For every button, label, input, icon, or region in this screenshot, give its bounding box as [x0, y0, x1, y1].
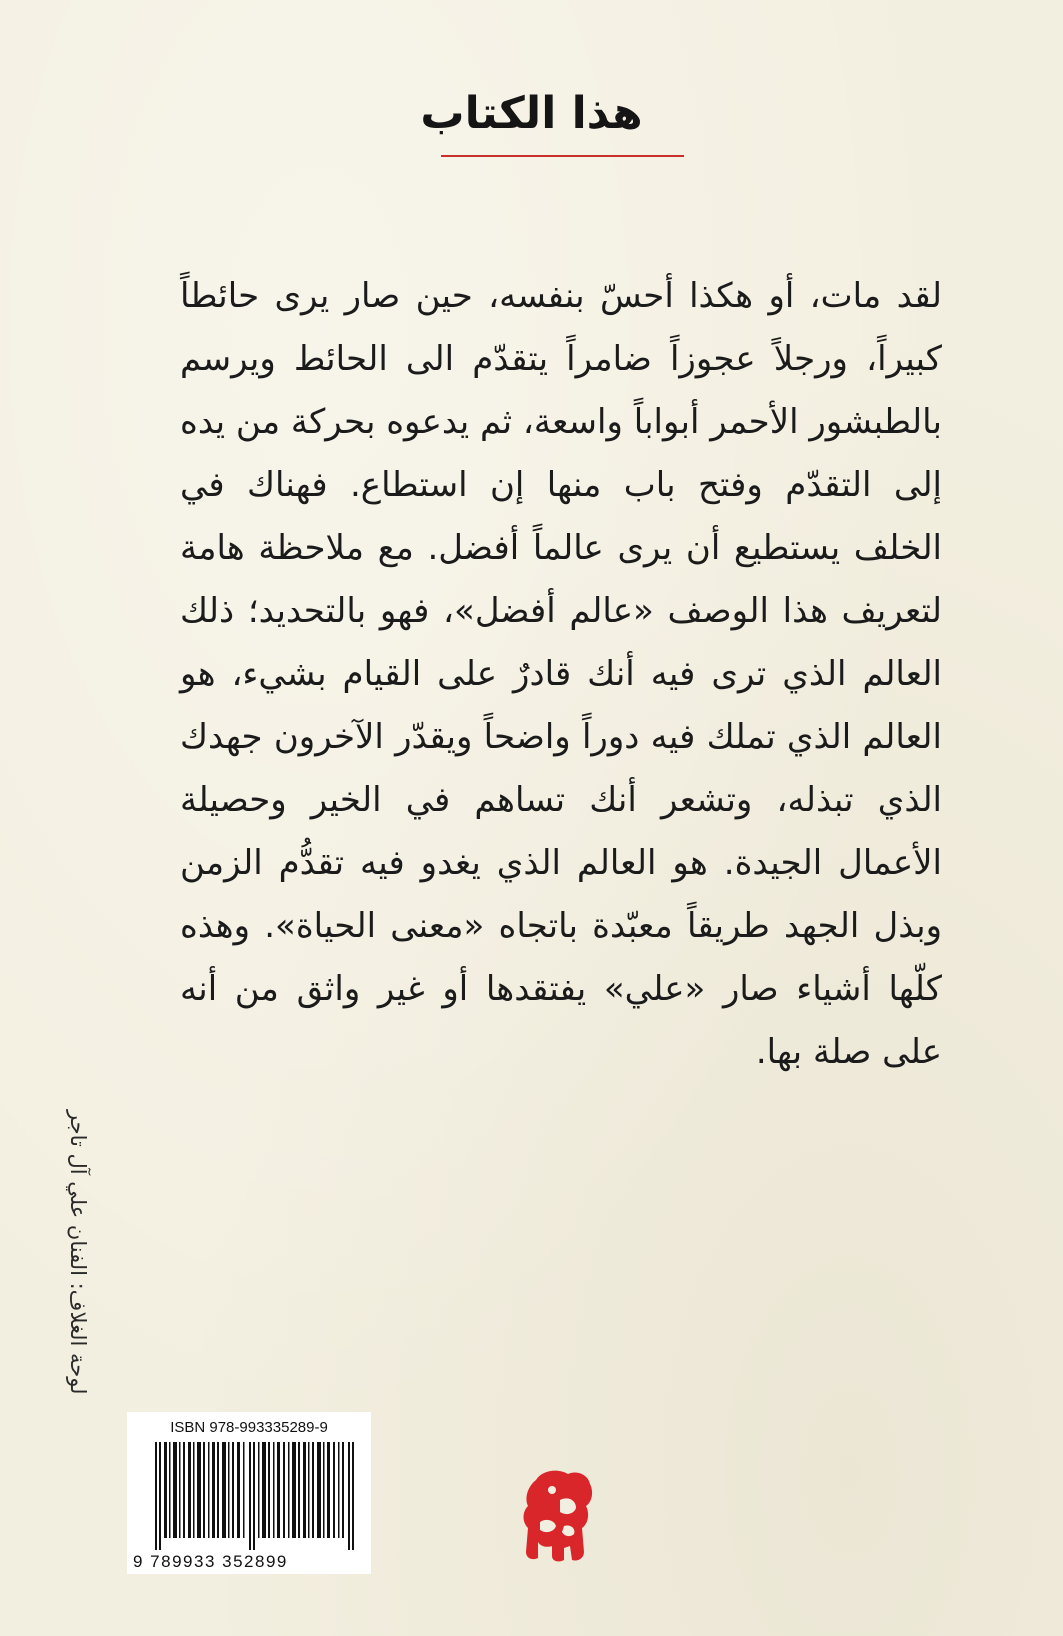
isbn-digits: 9 789933 352899 — [133, 1552, 288, 1571]
isbn-barcode — [127, 1412, 371, 1574]
cover-art-credit: لوحة الغلاف: الفنان علي آل تاجر — [66, 1110, 90, 1395]
barcode-bars — [155, 1442, 355, 1550]
publisher-logo — [518, 1466, 596, 1566]
isbn-label: ISBN 978-993335289-9 — [170, 1419, 328, 1436]
blurb-text: لقد مات، أو هكذا أحسّ بنفسه، حين صار يرى حائطاً كبيراً، ورجلاً عجوزاً ضامراً يتقدّم الى الحائط ويرسم بالطبشور الأحمر أبواباً واسعة، ثم يدعوه بحركة من يده إلى التقدّم وفتح باب منها إن استطاع. فهناك في الخلف يستطيع أن يرى عالماً أفضل. مع ملاحظة هامة لتعريف هذا الوصف «عالم أفضل»، فهو بالتحديد؛ ذلك العالم الذي ترى فيه أنك قادرٌ على القيام بشيء، هو العالم الذي تملك فيه دوراً واضحاً ويقدّر الآخرون جهدك الذي تبذله، وتشعر أنك تساهم في الخير وحصيلة الأعمال الجيدة. هو العالم الذي يغدو فيه تقدُّم الزمن وبذل الجهد طريقاً معبّدة باتجاه «معنى الحياة». وهذه كلّها أشياء صار «علي» يفتقدها أو غير واثق من أنه على صلة بها. — [180, 276, 942, 1072]
page-title: هذا الكتاب — [420, 88, 643, 139]
title-divider — [441, 155, 684, 157]
